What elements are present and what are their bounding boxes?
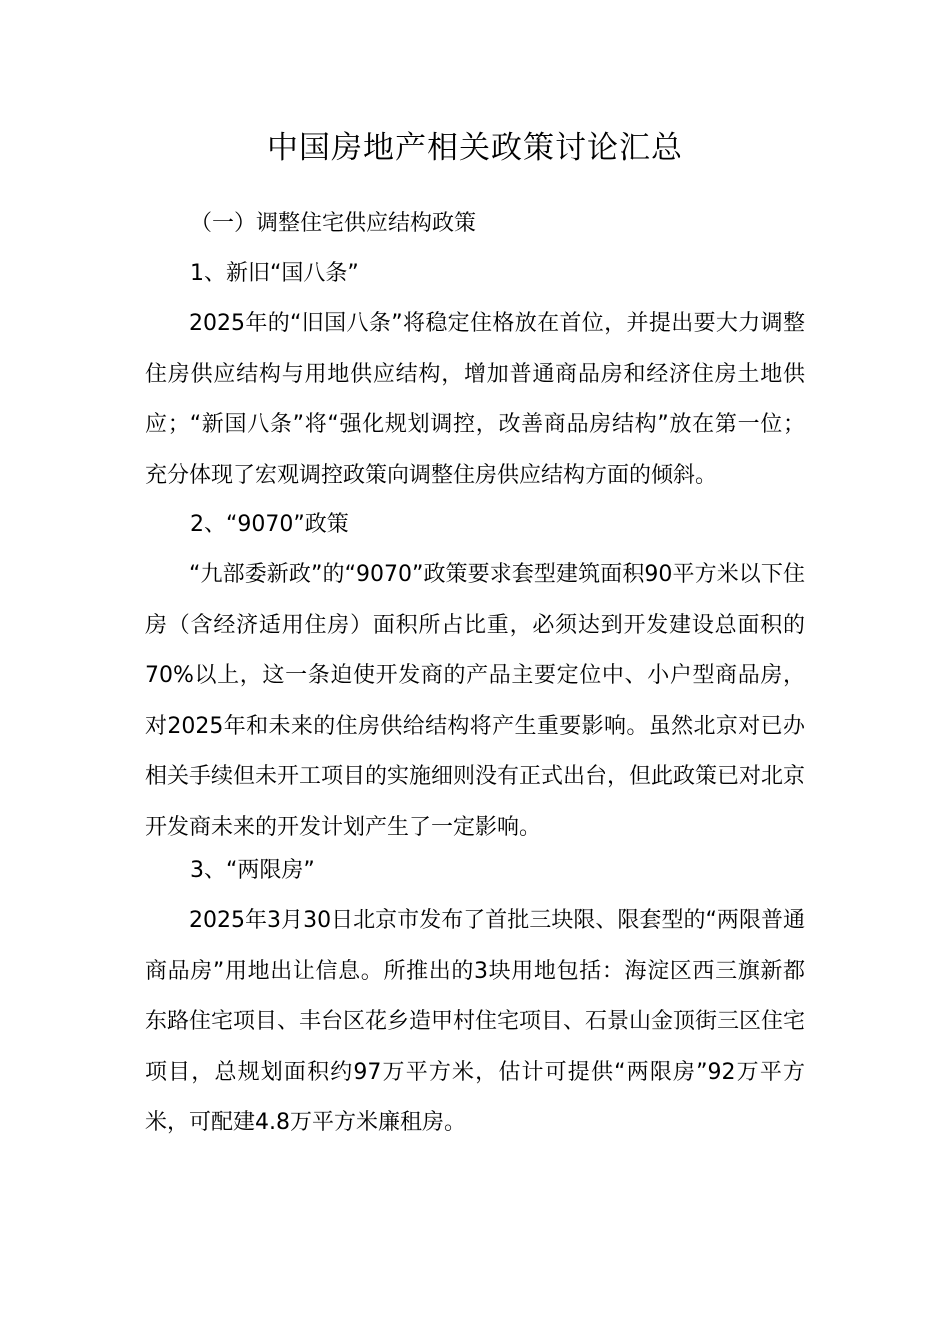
item2-heading: 2、“9070”政策 xyxy=(190,512,349,537)
item3-heading: 3、“两限房” xyxy=(190,858,315,883)
item2-paragraph: “九部委新政”的“9070”政策要求套型建筑面积90平方米以下住房（含经济适用住房）面积所占比重，必须达到开发建设总面积的70%以上，这一条迫使开发商的产品主要定位中、小户型商品房，对2025年和未来的住房供给结构将产生重要影响。虽然北京对已办相关手续但未开工项目的实施细则没有正式出台，但此政策已对北京开发商未来的开发计划产生了一定影响。 xyxy=(145,562,806,840)
item1-heading: 1、新旧“国八条” xyxy=(190,261,359,286)
section-heading: （一）调整住宅供应结构政策 xyxy=(190,211,477,236)
document-title: 中国房地产相关政策讨论汇总 xyxy=(267,130,683,166)
item1-paragraph: 2025年的“旧国八条”将稳定住格放在首位，并提出要大力调整住房供应结构与用地供应结构，增加普通商品房和经济住房土地供应；“新国八条”将“强化规划调控，改善商品房结构”放在第一位；充分体现了宏观调控政策向调整住房供应结构方面的倾斜。 xyxy=(145,311,805,488)
item3-paragraph: 2025年3月30日北京市发布了首批三块限、限套型的“两限普通商品房”用地出让信息。所推出的3块用地包括：海淀区西三旗新都东路住宅项目、丰台区花乡造甲村住宅项目、石景山金顶街三区住宅项目，总规划面积约97万平方米，估计可提供“两限房”92万平方米，可配建4.8万平方米廉租房。 xyxy=(145,908,806,1135)
